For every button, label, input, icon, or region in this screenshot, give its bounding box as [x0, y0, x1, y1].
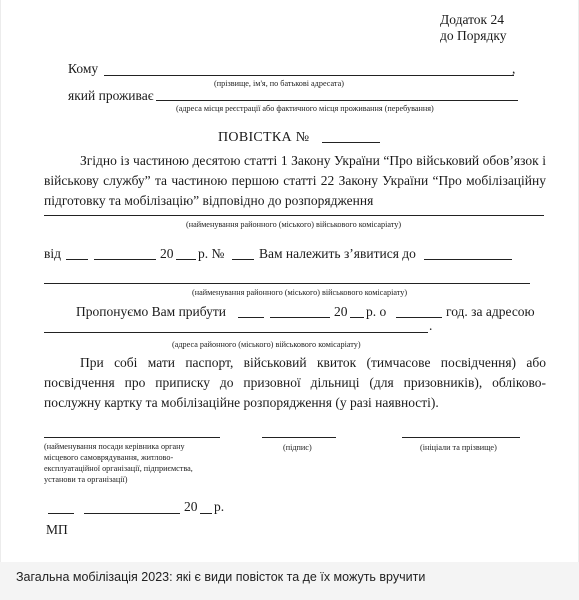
- paragraph-documents-text: При собі мати паспорт, військовий квиток (тимчасове посвідчення) або посвідчення про приписку до призовної дільниці (для призовників), обліково-послужну картку та мобілізаційне розпорядження (у разі наявності).: [44, 355, 546, 410]
- arrival-hour-line: [396, 317, 442, 318]
- to-caption: (прізвище, ім'я, по батькові адресата): [214, 79, 344, 88]
- arrival-day-line: [238, 317, 264, 318]
- name-caption: (ініціали та прізвище): [420, 443, 497, 452]
- name-line: [402, 437, 520, 438]
- sign-month-line: [84, 513, 180, 514]
- paragraph-law-reference: [44, 151, 546, 211]
- position-line: [44, 437, 220, 438]
- arrival-year-prefix: 20: [334, 304, 348, 319]
- appear-to-line: [424, 259, 512, 260]
- order-line: [44, 215, 544, 216]
- arrival-year-suffix: р. о: [366, 304, 387, 319]
- month-line: [94, 259, 156, 260]
- sign-year-line: [200, 513, 212, 514]
- left-border: [0, 0, 1, 562]
- to-line: [104, 75, 514, 76]
- to-label: Кому: [68, 61, 99, 76]
- day-line: [66, 259, 88, 260]
- annex-line-1: Додаток 24: [440, 12, 504, 27]
- year-suffix: р. №: [198, 246, 225, 261]
- arrival-year-line: [350, 317, 364, 318]
- lives-caption: (адреса місця реєстрації або фактичного місця проживання (перебування): [176, 104, 434, 113]
- sign-day-line: [48, 513, 74, 514]
- address-line: [44, 332, 428, 333]
- signature-line: [262, 437, 336, 438]
- order-number-line: [232, 259, 254, 260]
- hours-at-text: год. за адресою: [446, 304, 535, 319]
- year-line: [176, 259, 196, 260]
- year-prefix: 20: [160, 246, 174, 261]
- stamp-label: МП: [46, 522, 68, 537]
- caption-commissariat-2: (найменування районного (міського) військового комісаріату): [192, 288, 408, 297]
- sign-year-prefix: 20: [184, 499, 198, 514]
- summons-title: ПОВІСТКА №: [218, 130, 310, 145]
- propose-text: Пропонуємо Вам прибути: [76, 304, 227, 319]
- paragraph-law-text: Згідно із частиною десятою статті 1 Закону України “Про військовий обов’язок і військову службу” та частиною першою статті 22 Закону України “Про мобілізаційну підготовку та мобілізацію” відповідно до розпорядження: [44, 153, 546, 208]
- address-line-end: .: [429, 318, 433, 333]
- lives-label: який проживає: [68, 88, 154, 103]
- arrival-month-line: [270, 317, 330, 318]
- lives-line: [156, 100, 518, 101]
- annex-line-2: до Порядку: [440, 28, 507, 43]
- sign-year-suffix: р.: [214, 499, 225, 514]
- commissariat-line-2: [44, 283, 530, 284]
- date-from-label: від: [44, 246, 61, 261]
- image-caption-bar: [0, 562, 579, 600]
- caption-address: (адреса районного (міського) військового комісаріату): [172, 340, 361, 349]
- summons-number-line: [322, 142, 380, 143]
- position-caption: (найменування посади керівника органу місцевого самоврядування, житлово-експлуатаційної організації, підприємства, установи та організації): [44, 442, 193, 484]
- to-line-end: ,: [512, 61, 516, 76]
- image-caption: Загальна мобілізація 2023: які є види повісток та де їх можуть вручити: [16, 570, 426, 584]
- signature-caption: (підпис): [283, 443, 312, 452]
- caption-commissariat-1: (найменування районного (міського) військового комісаріату): [186, 220, 402, 229]
- paragraph-documents: [44, 353, 546, 413]
- must-appear-text: Вам належить з’явитися до: [259, 246, 416, 261]
